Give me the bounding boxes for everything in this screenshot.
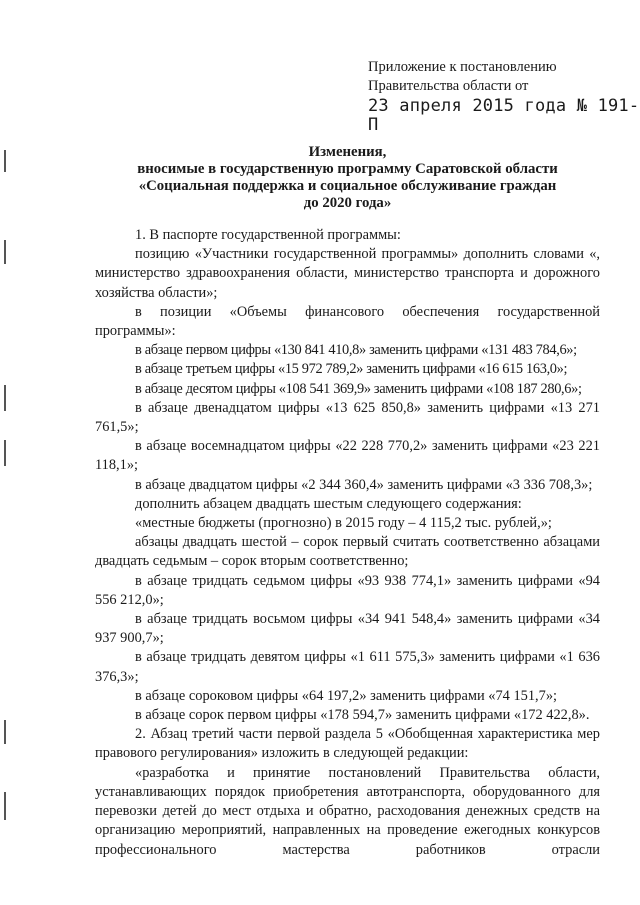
- paragraph: «местные бюджеты (прогнозно) в 2015 году – 4 115,2 тыс. рублей,»;: [135, 515, 552, 532]
- appendix-header: [368, 58, 640, 135]
- paragraph: в абзаце восемнадцатом цифры «22 228 770,2» заменить цифрами «23 221 118,1»;: [95, 438, 600, 474]
- paragraph: дополнить абзацем двадцать шестым следующего содержания:: [135, 495, 522, 512]
- paragraph: в абзаце тридцать седьмом цифры «93 938 774,1» заменить цифрами «94 556 212,0»;: [95, 572, 600, 608]
- paragraph: в абзаце тридцать восьмом цифры «34 941 548,4» заменить цифрами «34 937 900,7»;: [95, 611, 600, 647]
- title-line: до 2020 года»: [303, 195, 392, 211]
- paragraph: «разработка и принятие постановлений Правительства области, устанавливающих порядок приобретения автотранспорта, оборудованного для перевозки детей до мест отдыха и обратно, расходования денежных средств на организацию мероприятий, направленных на проведение ежегодных конкурсов профессионального мастерства работников отрасли: [95, 764, 600, 858]
- paragraph: в абзаце первом цифры «130 841 410,8» заменить цифрами «131 483 784,6»;: [135, 342, 577, 359]
- paragraph: в абзаце двадцатом цифры «2 344 360,4» заменить цифрами «3 336 708,3»;: [135, 476, 593, 493]
- paragraph: в абзаце тридцать девятом цифры «1 611 575,3» заменить цифрами «1 636 376,3»;: [95, 649, 600, 685]
- paragraph: в абзаце двенадцатом цифры «13 625 850,8» заменить цифрами «13 271 761,5»;: [95, 399, 600, 436]
- title-line: «Социальная поддержка и социальное обслуживание граждан: [138, 178, 557, 194]
- paragraph: 2. Абзац третий части первой раздела 5 «Обобщенная характеристика мер правового регулирования» изложить в следующей редакции:: [95, 726, 600, 762]
- scan-edge-mark: [4, 150, 6, 172]
- scan-edge-mark: [4, 720, 6, 744]
- appendix-line: Приложение к постановлению: [368, 59, 557, 75]
- appendix-line: Правительства области от: [368, 78, 529, 94]
- appendix-date-stamp: 23 апреля 2015 года № 191-П: [368, 96, 640, 135]
- scan-edge-mark: [4, 240, 6, 264]
- paragraph: позицию «Участники государственной программы» дополнить словами «, министерство здравоохранения области, министерство транспорта и дорожного хозяйства области»;: [95, 246, 600, 301]
- paragraph: в абзаце третьем цифры «15 972 789,2» заменить цифрами «16 615 163,0»;: [135, 361, 568, 378]
- scan-edge-mark: [4, 440, 6, 466]
- paragraph: в абзаце сорок первом цифры «178 594,7» заменить цифрами «172 422,8».: [135, 707, 590, 724]
- scan-edge-mark: [4, 792, 6, 820]
- paragraph: 1. В паспорте государственной программы:: [135, 227, 401, 243]
- paragraph: в абзаце сороковом цифры «64 197,2» заменить цифрами «74 151,7»;: [135, 687, 558, 704]
- paragraph: в позиции «Объемы финансового обеспечения государственной программы»:: [95, 303, 600, 340]
- document-body: [95, 226, 600, 860]
- paragraph: абзацы двадцать шестой – сорок первый считать соответственно абзацами двадцать седьмым – сорок вторым соответственно;: [95, 534, 600, 570]
- document-title: [95, 144, 600, 212]
- scan-edge-mark: [4, 385, 6, 411]
- title-line: вносимые в государственную программу Саратовской области: [137, 161, 558, 177]
- title-line: Изменения,: [308, 144, 387, 160]
- paragraph: в абзаце десятом цифры «108 541 369,9» заменить цифрами «108 187 280,6»;: [135, 380, 582, 397]
